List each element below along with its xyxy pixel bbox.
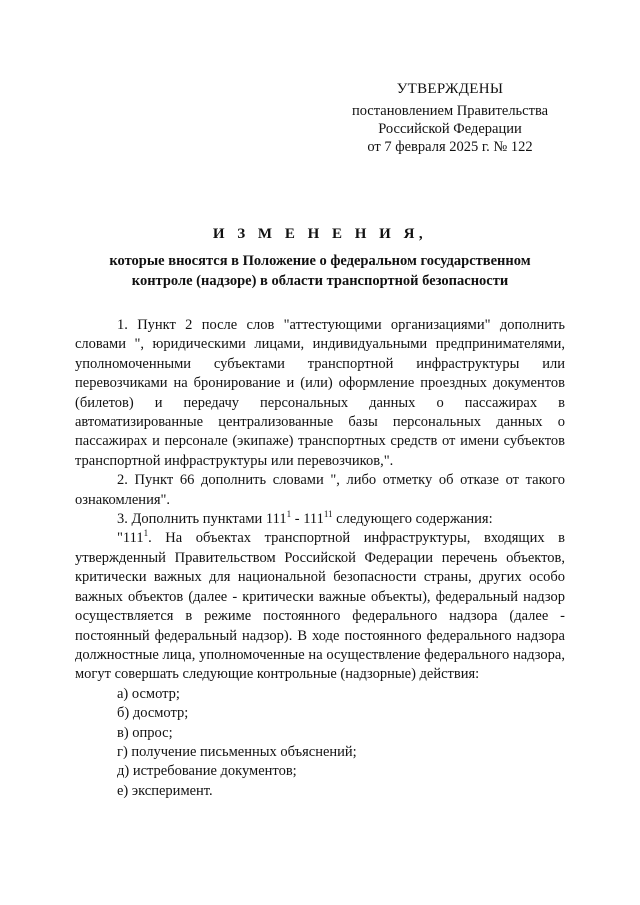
document-title-block [70, 226, 570, 291]
approval-line-2: Российской Федерации [378, 121, 522, 137]
paragraph-3-sup-1: 1 [286, 509, 292, 520]
list-item: е) эксперимент. [117, 782, 213, 799]
paragraph-4-sup: 1 [143, 528, 149, 539]
approval-line-1: постановлением Правительства [351, 103, 549, 119]
approval-stamp [330, 80, 570, 156]
list-item: а) осмотр; [117, 685, 180, 702]
paragraph-4 [75, 529, 565, 684]
list-item: б) досмотр; [117, 705, 189, 722]
approval-line-3: от 7 февраля 2025 г. № 122 [367, 139, 533, 155]
list-item: в) опрос; [117, 724, 173, 741]
paragraph-2: 2. Пункт 66 дополнить словами ", либо отметку об отказе от такого ознакомления". [75, 472, 565, 508]
paragraph-4-prefix: "111 [117, 530, 144, 547]
paragraph-3-prefix: 3. Дополнить пунктами 111 [117, 511, 287, 528]
document-body [75, 316, 565, 801]
list-item: д) истребование документов; [117, 763, 297, 780]
approval-heading: УТВЕРЖДЕНЫ [396, 81, 504, 97]
paragraph-3 [75, 510, 565, 529]
list-item: г) получение письменных объяснений; [117, 743, 357, 760]
document-title: И З М Е Н Е Н И Я, [212, 226, 428, 242]
paragraph-3-mid: - 111 [291, 511, 324, 528]
paragraph-3-sup-2: 11 [323, 509, 333, 520]
document-subtitle-line-2: контроле (надзоре) в области транспортной безопасности [131, 273, 509, 289]
document-subtitle-line-1: которые вносятся в Положение о федеральном государственном [109, 253, 531, 269]
paragraph-4-text: . На объектах транспортной инфраструктуры, входящих в утвержденный Правительством Российской Федерации перечень объектов, критически важных для национальной безопасности страны, других особо важных объектов (далее - критически важные объекты), федеральный надзор осуществляется в режиме постоянного федерального надзора (далее - постоянный федеральный надзор). В ходе постоянного федерального надзора должностные лица, уполномоченные на осуществление федерального надзора, могут совершать следующие контрольные (надзорные) действия: [75, 530, 565, 683]
paragraph-3-suffix: следующего содержания: [332, 511, 493, 528]
paragraph-1: 1. Пункт 2 после слов "аттестующими организациями" дополнить словами ", юридическими лицами, индивидуальными предпринимателями, уполномоченными субъектами транспортной инфраструктуры или перевозчиками на бронирование и (или) оформление проездных документов (билетов) и передачу персональных данных о пассажирах в автоматизированные централизованные базы персональных данных о пассажирах и персонале (экипаже) транспортных средств от имени субъектов транспортной инфраструктуры или перевозчиков,". [75, 317, 565, 469]
